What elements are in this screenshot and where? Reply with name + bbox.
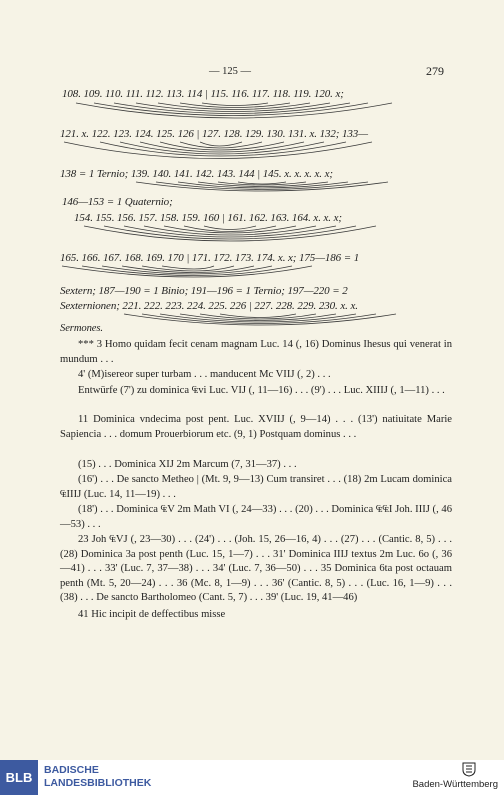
paragraph: 41 Hic incipit de deffectibus misse xyxy=(78,609,226,620)
library-name-line1: BADISCHE xyxy=(44,764,99,776)
region-name: Baden-Württemberg xyxy=(412,779,498,790)
sequence-line: 138 = 1 Ternio; 139. 140. 141. 142. 143. 144 | 145. x. x. x. x. x; xyxy=(60,168,333,180)
sequence-line: 108. 109. 110. 111. 112. 113. 114 | 115. 116. 117. 118. 119. 120. x; xyxy=(62,88,344,100)
section-heading: Sermones. xyxy=(60,323,103,334)
quire-arc xyxy=(114,103,350,114)
paragraph: Entwürfe (7') zu dominica ₠vi Luc. VIJ (, 11—16) . . . (9') . . . Luc. XIIIJ (, 1—11) . . . xyxy=(78,385,445,396)
paragraph: 11 Dominica vndecima post pent. Luc. XVIIJ (, 9—14) . . . (13') natiuitate Marie Sapiencia . . . domum Prouerbiorum etc. (9, 1) Postquam dominus . . . xyxy=(60,414,452,440)
quire-arc xyxy=(220,314,296,318)
quire-arc xyxy=(200,142,242,146)
paragraph: (16') . . . De sancto Metheo | (Mt. 9, 9—13) Cum transiret . . . (18) 2m Lucam dominica ₠IIIJ (Luc. 14, 11—19) . . . xyxy=(60,474,452,500)
sequence-line: 121. x. 122. 123. 124. 125. 126 | 127. 128. 129. 130. 131. x. 132; 133— xyxy=(60,128,368,140)
quire-arc xyxy=(202,103,268,106)
sequence-line: 154. 155. 156. 157. 158. 159. 160 | 161. 162. 163. 164. x. x. x; xyxy=(74,212,342,224)
quire-arc xyxy=(218,182,306,185)
paragraph: *** 3 Homo quidam fecit cenam magnam Luc. 14 (, 16) Dominus Ihesus qui venerat in mundum . . . xyxy=(60,339,452,365)
sequence-line: Sextern; 187—190 = 1 Binio; 191—196 = 1 Ternio; 197—220 = 2 xyxy=(60,285,348,297)
quire-arc xyxy=(162,266,214,269)
quire-arc xyxy=(180,142,262,148)
quire-arc xyxy=(184,226,276,232)
library-name-line2: LANDESBIBLIOTHEK xyxy=(44,777,152,789)
library-name xyxy=(44,764,151,790)
paragraph: 4' (M)isereor super turbam . . . manducent Mc VIIJ (, 2) . . . xyxy=(78,369,331,380)
sequence-line: Sexternionen; 221. 222. 223. 224. 225. 226 | 227. 228. 229. 230. x. x. xyxy=(60,300,358,312)
quire-arcs-diagram xyxy=(0,0,504,340)
paragraph: (18') . . . Dominica ₠V 2m Math VI (, 24—33) . . . (20) . . . Dominica ₠₠I Joh. IIIJ (, 46—53) . . . xyxy=(60,504,452,530)
quire-arc xyxy=(204,226,256,230)
sequence-line: 165. 166. 167. 168. 169. 170 | 171. 172. 173. 174. x. x; 175—186 = 1 xyxy=(60,252,360,264)
quire-arc xyxy=(238,182,286,184)
folio-marker: — 125 — xyxy=(209,66,251,77)
paragraph: (15) . . . Dominica XIJ 2m Marcum (7, 31—37) . . . xyxy=(78,459,297,470)
coat-of-arms-icon xyxy=(462,762,476,777)
page-number: 279 xyxy=(426,64,444,78)
sequence-line: 146—153 = 1 Quaternio; xyxy=(62,196,173,208)
paragraph: 23 Joh ₠VJ (, 23—30) . . . (24') . . . (Joh. 15, 26—16, 4) . . . (27) . . . (Cantic. 8, 5) . . . (28) Dominica 3a post penth (Luc. 15, 1—7) . . . 31' Dominica IIIJ textus 2m Luc. 6o (, 36—41) . . . 33' (Luc. 7, 37—38) . . . 34' (Luc. 7, 36—50) . . . 35 Dominica 6ta post octauam penth (Mt. 5, 20—24) . . . 36 (Mc. 8, 1—9) . . . 36' (Cantic. 8, 5) . . . (Luc. 16, 1—9) . . . (38) . . . De sancto Bartholomeo (Cant. 5, 7) . . . 39' (Luc. 19, 41—46) xyxy=(60,534,452,604)
blb-logo: BLB xyxy=(0,760,38,795)
library-footer xyxy=(0,760,504,795)
